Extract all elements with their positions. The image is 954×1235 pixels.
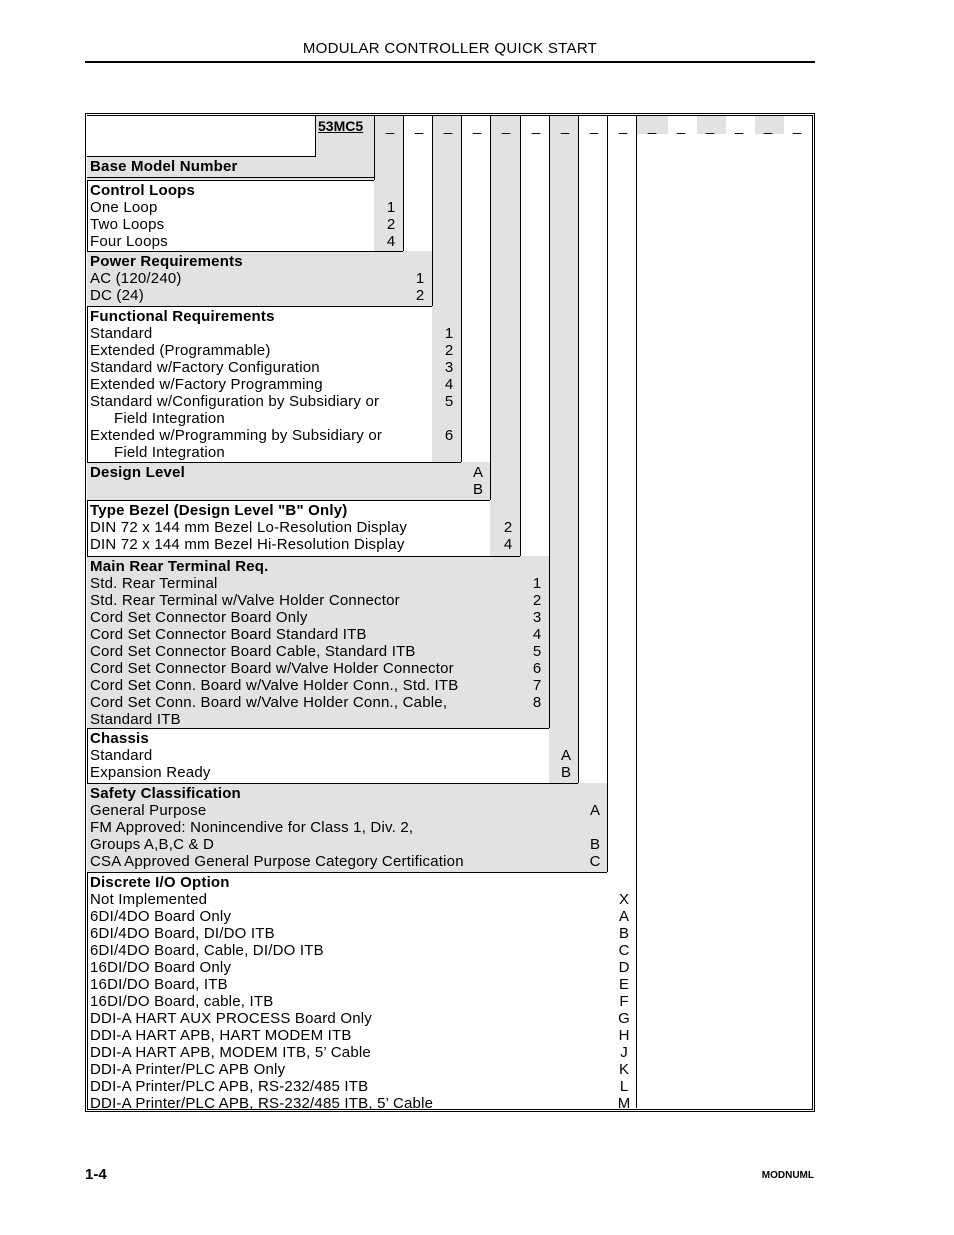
document-id: MODNUML (761, 1170, 814, 1181)
option-label: 6DI/4DO Board Only (90, 908, 232, 925)
option-code: D (618, 959, 630, 976)
option-label: Standard w/Factory Configuration (90, 359, 320, 376)
option-code: B (560, 764, 571, 781)
option-label: 16DI/DO Board, ITB (90, 976, 228, 993)
option-label: 6DI/4DO Board, DI/DO ITB (90, 925, 275, 942)
option-label: Standard (90, 747, 153, 764)
option-code: M (617, 1095, 631, 1112)
section-divider (87, 251, 403, 252)
option-code: B (472, 481, 483, 498)
slot-blank: _ (589, 118, 599, 135)
option-label: Standard (90, 325, 153, 342)
option-code: A (589, 802, 600, 819)
option-label: Field Integration (114, 410, 225, 427)
option-label: Groups A,B,C & D (90, 836, 215, 853)
option-label: DC (24) (90, 287, 144, 304)
option-code: 2 (444, 342, 454, 359)
option-code: 5 (532, 643, 542, 660)
slot-blank: _ (647, 118, 657, 135)
option-label: 16DI/DO Board, cable, ITB (90, 993, 274, 1010)
option-code: A (618, 908, 629, 925)
option-label: Field Integration (114, 444, 225, 461)
option-code: 2 (503, 519, 513, 536)
page-number: 1-4 (85, 1166, 107, 1183)
option-label: Cord Set Connector Board Only (90, 609, 308, 626)
slot-blank: _ (734, 118, 744, 135)
section-divider (87, 556, 520, 557)
option-code: F (619, 993, 629, 1010)
column-divider (374, 116, 375, 180)
option-label: 16DI/DO Board Only (90, 959, 232, 976)
option-code: H (618, 1027, 630, 1044)
column-divider (578, 116, 579, 783)
section-title-base-model-number: Base Model Number (90, 158, 238, 175)
option-label: Extended w/Factory Programming (90, 376, 323, 393)
slot-blank: _ (385, 118, 395, 135)
section-title-type-bezel-design-level-b-only: Type Bezel (Design Level "B" Only) (90, 502, 348, 519)
base-model-code: 53MC5 (318, 118, 364, 134)
section-title-safety-classification: Safety Classification (90, 785, 241, 802)
slot-blank: _ (443, 118, 453, 135)
option-code: 2 (386, 216, 396, 233)
section-title-chassis: Chassis (90, 730, 149, 747)
option-label: Not Implemented (90, 891, 208, 908)
column-divider (461, 116, 462, 462)
option-label: Expansion Ready (90, 764, 211, 781)
slot-blank: _ (560, 118, 570, 135)
header-rule (85, 61, 815, 63)
column-divider (607, 116, 608, 872)
option-label: Extended w/Programming by Subsidiary or (90, 427, 383, 444)
column-divider (490, 116, 491, 500)
slot-blank: _ (618, 118, 628, 135)
option-label: Std. Rear Terminal (90, 575, 218, 592)
option-code: 6 (532, 660, 542, 677)
section-divider (87, 728, 549, 729)
option-label: Two Loops (90, 216, 165, 233)
option-code: X (618, 891, 629, 908)
section-title-design-level: Design Level (90, 464, 185, 481)
option-code: C (618, 942, 630, 959)
section-title-discrete-i-o-option: Discrete I/O Option (90, 874, 230, 891)
slot-blank: _ (472, 118, 482, 135)
option-label: DDI-A HART APB, HART MODEM ITB (90, 1027, 352, 1044)
option-code: 1 (532, 575, 542, 592)
section-divider (87, 306, 432, 307)
column-divider (432, 116, 433, 306)
option-label: Cord Set Conn. Board w/Valve Holder Conn., Cable, (90, 694, 448, 711)
column-divider (403, 116, 404, 251)
option-code: 3 (444, 359, 454, 376)
option-label: Four Loops (90, 233, 168, 250)
option-label: FM Approved: Nonincendive for Class 1, Div. 2, (90, 819, 414, 836)
section-title-main-rear-terminal-req: Main Rear Terminal Req. (90, 558, 269, 575)
option-label: One Loop (90, 199, 158, 216)
section-divider (87, 180, 374, 181)
option-label: Cord Set Conn. Board w/Valve Holder Conn., Std. ITB (90, 677, 459, 694)
page-header-title: MODULAR CONTROLLER QUICK START (302, 40, 598, 57)
option-label: DIN 72 x 144 mm Bezel Hi-Resolution Display (90, 536, 405, 553)
option-code: 2 (532, 592, 542, 609)
slot-blank: _ (414, 118, 424, 135)
option-label: Cord Set Connector Board Standard ITB (90, 626, 367, 643)
option-label: CSA Approved General Purpose Category Certification (90, 853, 464, 870)
slot-blank: _ (501, 118, 511, 135)
option-code: 3 (532, 609, 542, 626)
option-code: E (618, 976, 629, 993)
option-code: 4 (532, 626, 542, 643)
option-code: 1 (386, 199, 396, 216)
option-label: Standard w/Configuration by Subsidiary or (90, 393, 380, 410)
section-divider (87, 500, 490, 501)
option-label: DDI-A Printer/PLC APB Only (90, 1061, 286, 1078)
option-code: C (589, 853, 601, 870)
column-divider (636, 116, 637, 1108)
slot-blank: _ (792, 118, 802, 135)
option-code: 1 (444, 325, 454, 342)
column-divider (520, 116, 521, 556)
option-label: Std. Rear Terminal w/Valve Holder Connector (90, 592, 400, 609)
section-title-power-requirements: Power Requirements (90, 253, 243, 270)
option-label: 6DI/4DO Board, Cable, DI/DO ITB (90, 942, 324, 959)
section-divider (87, 783, 578, 784)
option-code: B (589, 836, 600, 853)
option-label: General Purpose (90, 802, 207, 819)
option-code: J (620, 1044, 628, 1061)
slot-blank: _ (763, 118, 773, 135)
section-divider (87, 462, 461, 463)
option-code: A (472, 464, 483, 481)
option-label: DDI-A HART AUX PROCESS Board Only (90, 1010, 372, 1027)
option-code: 2 (415, 287, 425, 304)
option-label: DIN 72 x 144 mm Bezel Lo-Resolution Display (90, 519, 408, 536)
option-label: Cord Set Connector Board w/Valve Holder Connector (90, 660, 454, 677)
option-label: AC (120/240) (90, 270, 182, 287)
option-code: 5 (444, 393, 454, 410)
option-code: 8 (532, 694, 542, 711)
option-code: 1 (415, 270, 425, 287)
option-label: Cord Set Connector Board Cable, Standard ITB (90, 643, 416, 660)
slot-blank: _ (676, 118, 686, 135)
column-divider (549, 116, 550, 728)
option-label: DDI-A Printer/PLC APB, RS-232/485 ITB, 5’ Cable (90, 1095, 434, 1112)
option-code: 4 (444, 376, 454, 393)
slot-blank: _ (531, 118, 541, 135)
option-code: 4 (386, 233, 396, 250)
option-code: L (619, 1078, 629, 1095)
base-model-box (87, 116, 316, 157)
option-label: DDI-A HART APB, MODEM ITB, 5’ Cable (90, 1044, 371, 1061)
option-label: Extended (Programmable) (90, 342, 271, 359)
option-code: K (618, 1061, 629, 1078)
option-code: A (560, 747, 571, 764)
option-code: B (618, 925, 629, 942)
option-label: DDI-A Printer/PLC APB, RS-232/485 ITB (90, 1078, 369, 1095)
option-code: G (618, 1010, 630, 1027)
option-code: 7 (532, 677, 542, 694)
option-code: 4 (503, 536, 513, 553)
section-title-functional-requirements: Functional Requirements (90, 308, 275, 325)
section-title-control-loops: Control Loops (90, 182, 196, 199)
option-code: 6 (444, 427, 454, 444)
section-divider (87, 872, 607, 873)
option-label: Standard ITB (90, 711, 181, 728)
section-divider (87, 177, 374, 178)
slot-blank: _ (705, 118, 715, 135)
